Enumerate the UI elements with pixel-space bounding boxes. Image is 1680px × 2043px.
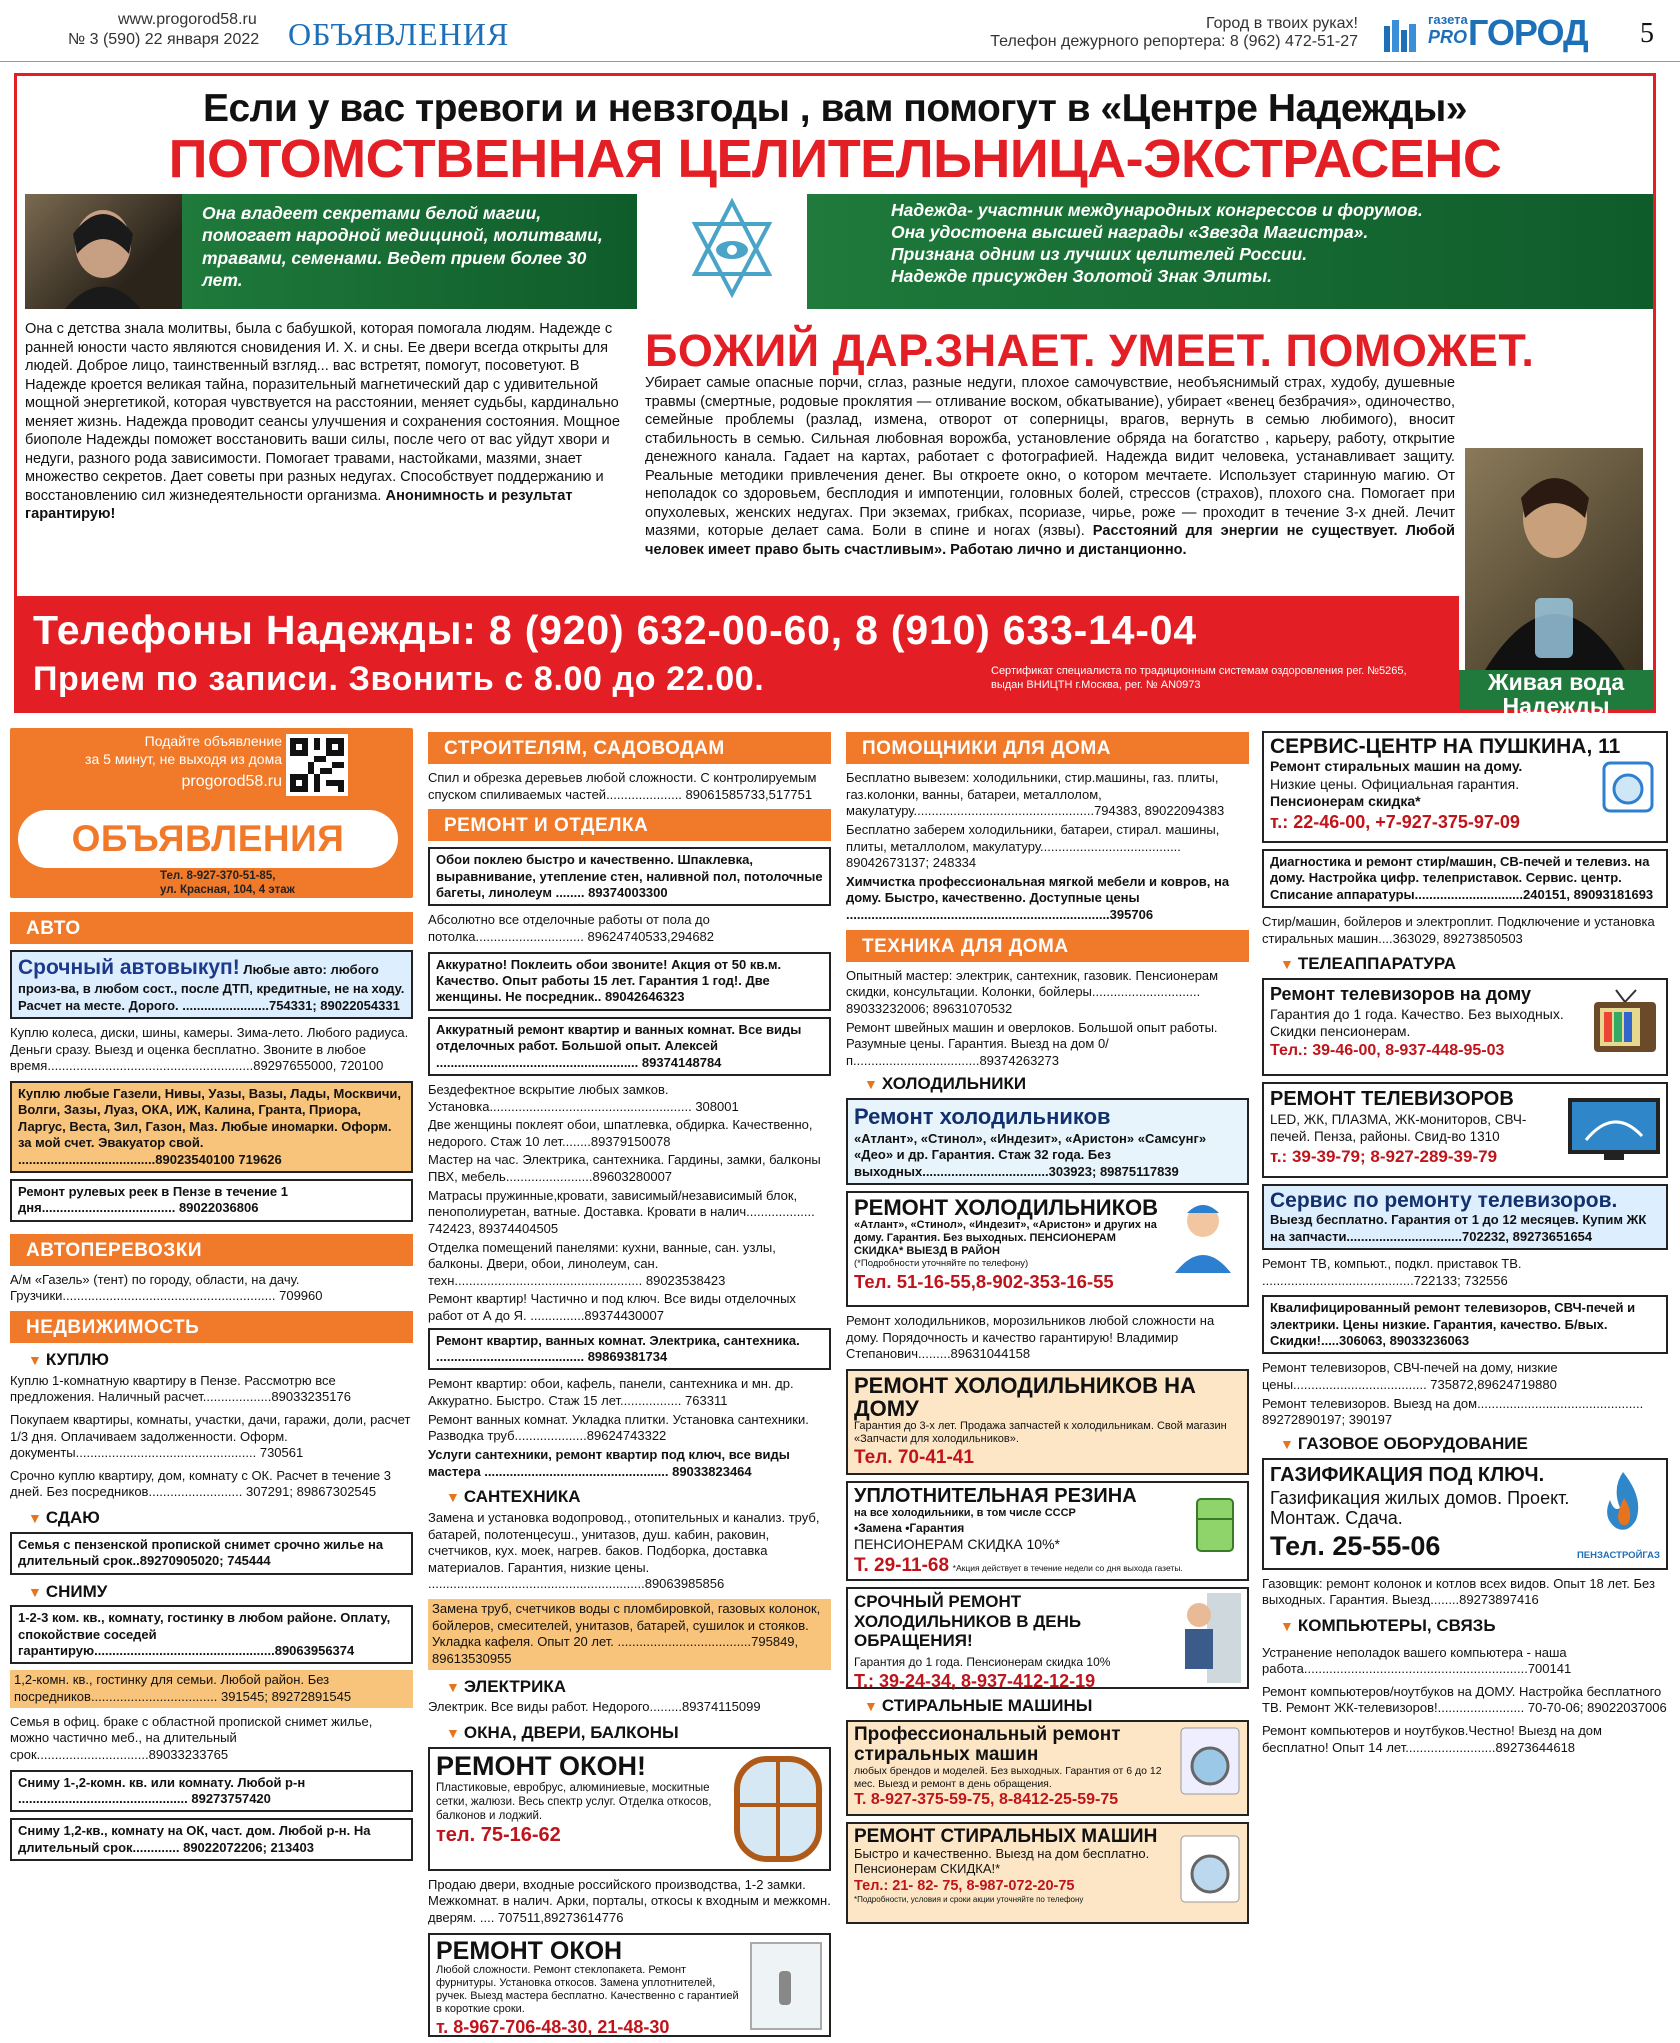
logo-pro: PRO xyxy=(1428,27,1468,47)
cat-remont: РЕМОНТ И ОТДЕЛКА xyxy=(428,809,831,841)
ad-c2: Ремонт компьютеров/ноутбуков на ДОМУ. Настройка бесплатного ТВ. Ремонт ЖК-телевизоров!........................ 70-70-06; 89022037006 xyxy=(1262,1683,1667,1716)
ad-k1: Куплю 1-комнатную квартиру в Пензе. Рассмотрю все предложения. Наличный расчет...................89033235176 xyxy=(10,1372,351,1405)
sub-gazovoe: ▼ ГАЗОВОЕ ОБОРУДОВАНИЕ xyxy=(1280,1433,1528,1453)
ad-kolesa: Куплю колеса, диски, шины, камеры. Зима-лето. Любого радиуса. Деньги сразу. Выезд и оценка бесплатно. Звоните в любое время.........................................................89297655000, 720100 xyxy=(10,1025,409,1074)
page-header xyxy=(0,0,1680,62)
fridge-icon xyxy=(1191,1497,1239,1553)
ad-service-center: СЕРВИС-ЦЕНТР НА ПУШКИНА, 11 Ремонт стиральных машин на дому. Низкие цены. Официальная гарантия. Пенсионерам скидка* т.: 22-46-00, +7-927-375-97-09 xyxy=(1262,731,1668,843)
ad-tv7: Ремонт телевизоров. Выезд на дом.............................................. 89272890197; 390197 xyxy=(1262,1395,1644,1428)
qr-code-icon[interactable] xyxy=(286,734,348,796)
arrow-icon: ▼ xyxy=(446,1489,460,1506)
arrow-icon: ▼ xyxy=(446,1724,460,1741)
ad-r7: Мастер на час. Электрика, сантехника. Гардины, замки, балконы ПВХ, мебель........................89603280007 xyxy=(428,1152,821,1184)
ad-h3: Ремонт холодильников, морозильников любой сложности на дому. Порядочность и качество гарантирую! Владимир Степанович.........89631044158 xyxy=(846,1312,1215,1362)
ad-title: ПОТОМСТВЕННАЯ ЦЕЛИТЕЛЬНИЦА-ЭКСТРАСЕНС xyxy=(168,129,1502,189)
ad-r13: Ремонт ванных комнат. Укладка плитки. Установка сантехники. Разводка труб....................89624743322 xyxy=(428,1411,809,1444)
ad-tv2: РЕМОНТ ТЕЛЕВИЗОРОВ LED, ЖК, ПЛАЗМА, ЖК-мониторов, СВЧ-печей. Пенза, районы. Свид-во 1310 т.: 39-39-79; 8-927-289-39-79 xyxy=(1262,1082,1668,1178)
star-magister-icon xyxy=(657,194,807,309)
ad-tv4: Ремонт ТВ, компьют., подкл. приставок ТВ. ..........................................722133; 732556 xyxy=(1262,1255,1522,1288)
ad-tv1: Ремонт телевизоров на дому Гарантия до 1 года. Качество. Без выходных. Скидки пенсионерам. Тел.: 39-46-00, 8-937-448-95-03 xyxy=(1262,978,1668,1076)
section-title: ОБЪЯВЛЕНИЯ xyxy=(288,16,510,52)
ad-diag: Диагностика и ремонт стир/машин, СВ-печей и телевиз. на дому. Настройка цифр. телеприставок. Сервис. центр. Списание аппаратуры..............................240151, 89093181693 xyxy=(1262,849,1668,908)
cat-autoperevozki: АВТОПЕРЕВОЗКИ xyxy=(10,1234,413,1266)
reporter-phone: Телефон дежурного репортера: 8 (962) 472-51-27 xyxy=(990,33,1358,50)
ad-green-left: Она владеет секретами белой магии, помогает народной медициной, молитвами, травами, семенами. Ведет прием более 30 лет. xyxy=(182,194,637,309)
ad-contact-bar xyxy=(17,596,1459,710)
ad-s1: Семья с пензенской пропиской снимет срочно жилье на длительный срок..89270905020; 745444 xyxy=(10,1532,413,1575)
ad-left-text: Она с детства знала молитвы, была с бабушкой, которая помогала людям. Надежде с ранней юности часто являются сновидения И. Х. и сны. Ее двери всегда открыты для людей. Доброе лицо, таинственный взгляд... вас встретят, помогут, посоветуют. В Надежде кроется великая тайна, поразительный магнетический дар с удивительной мощной энергетикой, которая чувствуется на расстоянии, меняет судьбы, кардинально меняет жизнь. Надежда проводит сеансы улучшения и сохранения состояния. Мощное биополе Надежды поможет восстановить ваши силы, после чего от вас уйдут хвори и недуги, разного рода зависимости. Помогает травами, настойками, мазями, знает множество секретов. Дает советы при разных недугах. Способствует поддержанию и восстановлению сил жизнедеятельности организма. Анонимность и результат гарантирую! xyxy=(25,321,621,523)
arrow-icon: ▼ xyxy=(864,1698,878,1715)
ad-spil: Спил и обрезка деревьев любой сложности. С контролируемым спуском спиливаемых частей..................... 89061585733,517751 xyxy=(428,770,817,802)
ad-headline: Если у вас тревоги и невзгоды , вам помогут в «Центре Надежды» xyxy=(202,87,1468,130)
healer-photo-2 xyxy=(1465,448,1643,670)
ad-n4: Сниму 1-,2-комн. кв. или комнату. Любой р-н ............................................... 89273757420 xyxy=(10,1770,413,1813)
healer-advertisement xyxy=(14,73,1656,720)
city-logo-icon xyxy=(1378,12,1422,56)
ad-slogan: БОЖИЙ ДАР.ЗНАЕТ. УМЕЕТ. ПОМОЖЕТ. xyxy=(645,325,1535,376)
ad-tv5: Квалифицированный ремонт телевизоров, СВЧ-печей и электрики. Цены низкие. Гарантия, качество. Б/вых. Скидки!.....306063, 89033236063 xyxy=(1262,1295,1668,1354)
arrow-icon: ▼ xyxy=(28,1583,42,1600)
ad-p1: Бесплатно вывезем: холодильники, стир.машины, газ. плиты, газ.колонки, ванны, батареи, металлолом, макулатуру..................................................794383, 89022094383 xyxy=(846,770,1225,819)
gaz-logo: ПЕНЗАСТРОЙГАЗ xyxy=(1576,1549,1660,1561)
arrow-icon: ▼ xyxy=(28,1351,42,1368)
sub-santehnika: ▼ САНТЕХНИКА xyxy=(446,1487,581,1507)
window-handle-icon xyxy=(749,1941,823,2031)
ad-n1: 1-2-3 ком. кв., комнату, гостинку в любом районе. Оплату, спокойствие соседей гарантирую..................................................89063956374 xyxy=(10,1605,413,1664)
ad-remont-okon: РЕМОНТ ОКОН! Пластиковые, евробрус, алюминиевые, москитные сетки, жалюзи. Весь спектр услуг. Отделка откосов, балконов и лоджий. тел. 75-16-62 xyxy=(428,1747,831,1871)
ad-green-right: Надежда- участник международных конгрессов и форумов. Она удостоена высшей награды «Звезда Магистра». Признана одним из лучших целителей России. Надежде присужден Золотой Знак Элиты. xyxy=(807,194,1653,309)
ad-k2: Покупаем квартиры, комнаты, участки, дачи, гаражи, доли, расчет 1/3 дня. Оплачиваем задолженности. Оформ. документы.................................................. 730561 xyxy=(10,1411,411,1461)
sub-stiralnye: ▼ СТИРАЛЬНЫЕ МАШИНЫ xyxy=(864,1696,1093,1716)
ad-e1: Электрик. Все виды работ. Недорого.........89374115099 xyxy=(428,1699,761,1715)
ad-r12: Ремонт квартир: обои, кафель, панели, сантехника и мн. др. Аккуратно. Быстро. Стаж 15 лет................. 763311 xyxy=(428,1376,794,1408)
washing-machine-icon xyxy=(1179,1726,1241,1796)
sub-okna: ▼ ОКНА, ДВЕРИ, БАЛКОНЫ xyxy=(446,1722,679,1742)
arrow-icon: ▼ xyxy=(1280,1617,1294,1634)
ad-srochny-avtovykup: Срочный автовыкуп! Любые авто: любого произ-ва, в любом сост., после ДТП, кредитные, не на ходу. Расчет на месте. Дорого. ........................754331; 89022054331 xyxy=(10,950,413,1019)
ad-r2: Абсолютно все отделочные работы от пола до потолка.............................. 89624740533,294682 xyxy=(428,912,715,944)
ad-h1: Ремонт холодильников «Атлант», «Стинол», «Индезит», «Аристон» «Самсунг» «Део» и др. Гарантия. Стаж 32 года. Без выходных...................................303923; 89875117839 xyxy=(846,1098,1249,1185)
ad-tv3: Сервис по ремонту телевизоров. Выезд бесплатно. Гарантия от 1 до 12 месяцев. Купим ЖК на запчасти................................702232, 89273651654 xyxy=(1262,1184,1668,1250)
flame-icon xyxy=(1588,1468,1658,1538)
arrow-icon: ▼ xyxy=(28,1510,42,1527)
washing-machine-icon-3 xyxy=(1600,759,1656,815)
ad-r9: Отделка помещений панелями: кухни, ванные, сан. узлы, балконы. Двери, обои, линолеум, сан. техн.................................................... 89023538423 xyxy=(428,1239,776,1288)
site-url[interactable]: www.progorod58.ru xyxy=(118,11,257,28)
healer-photo xyxy=(25,194,182,309)
cat-pomoshniki: ПОМОЩНИКИ ДЛЯ ДОМА xyxy=(846,732,1249,764)
ad-c3: Ремонт компьютеров и ноутбуков.Честно! Выезд на дом бесплатно! Опыт 14 лет.........................89273644618 xyxy=(1262,1723,1602,1755)
arrow-icon: ▼ xyxy=(446,1678,460,1695)
sub-sdayu: ▼ СДАЮ xyxy=(28,1508,100,1528)
ad-st1: Профессиональный ремонт стиральных машин любых брендов и моделей. Без выходных. Гарантия от 6 до 12 мес. Выезд и ремонт в день обращения. Т. 8-927-375-59-75, 8-8412-25-59-75 xyxy=(846,1720,1249,1816)
window-icon xyxy=(733,1755,823,1863)
cat-tehnika: ТЕХНИКА ДЛЯ ДОМА xyxy=(846,930,1249,962)
sub-elektrika: ▼ ЭЛЕКТРИКА xyxy=(446,1676,566,1696)
cat-auto: АВТО xyxy=(10,912,413,944)
ad-sa1: Замена и установка водопровод., отопительных и канализ. труб, батарей, полотенцесуш., унитазов, душ. кабин, раковин, счетчиков, кух. моек, нагрев. баков. Подборка, доставка материалов. Гарантия, низкие цены. ............................................................89063985856 xyxy=(428,1509,820,1592)
page-number: 5 xyxy=(1640,18,1654,49)
ad-r1: Обои поклею быстро и качественно. Шпаклевка, выравнивание, утепление стен, наливной пол, потолочные багеты, линолеум ........ 89374003300 xyxy=(428,847,831,906)
tagline: Город в твоих руках! xyxy=(1205,15,1358,32)
ad-r14: Услуги сантехники, ремонт квартир под ключ, все виды мастера ................................................... 89033823464 xyxy=(428,1446,790,1479)
ad-h2: РЕМОНТ ХОЛОДИЛЬНИКОВ «Атлант», «Стинол», «Индезит», «Аристон» и других на дому. Гарантия. Без выходных. ПЕНСИОНЕРАМ СКИДКА* ВЫЕЗД В РАЙОН (*Подробности уточняйте по телефону) Тел. 51-16-55,8-902-353-16-55 xyxy=(846,1191,1249,1307)
washing-machine-icon-2 xyxy=(1179,1834,1241,1904)
ad-reyki: Ремонт рулевых реек в Пензе в течение 1 дня..................................... 89022036806 xyxy=(10,1179,413,1222)
ad-n3: Семья в офиц. браке с областной пропиской снимет жилье, можно частично меб., на длительный срок...............................89033233765 xyxy=(10,1713,373,1762)
sub-teleapparatura: ▼ ТЕЛЕАППАРАТУРА xyxy=(1280,954,1456,974)
logo-small: газета xyxy=(1428,12,1468,27)
ad-r8: Матрасы пружинные,кровати, зависимый/независимый блок, пенополиуретан, ватные. Доставка. Кровати в налич................... 742423, 89374404505 xyxy=(428,1187,815,1236)
column-1 xyxy=(10,728,413,1867)
ad-certificate: Сертификат специалиста по традиционным системам оздоровления рег. №5265, выдан ВНИЦТН г.Москва, рег. № AN0973 xyxy=(991,665,1407,692)
ad-stirm: Стир/машин, бойлеров и электроплит. Подключение и установка стиральных машин....363029, 89273850503 xyxy=(1262,914,1655,946)
arrow-icon: ▼ xyxy=(1280,956,1294,973)
ad-r3: Аккуратно! Поклеить обои звоните! Акция от 50 кв.м. Качество. Опыт работы 15 лет. Гарантия 1 год!. Две женщины. Не посредник.. 89042646323 xyxy=(428,952,831,1011)
logo-main: ГОРОД xyxy=(1468,12,1588,53)
ad-p3: Химчистка профессиональная мягкой мебели и ковров, на дому. Быстро, качественно. Доступные цены .........................................................................395706 xyxy=(846,873,1230,922)
retro-tv-icon xyxy=(1590,988,1660,1058)
issue-date: № 3 (590) 22 января 2022 xyxy=(68,31,260,48)
sub-kuplu: ▼ КУПЛЮ xyxy=(28,1349,109,1369)
ad-schedule: Прием по записи. Звонить с 8.00 до 22.00. xyxy=(33,660,765,698)
column-4 xyxy=(1262,728,1668,1762)
ad-dveri: Продаю двери, входные российского производства, 1-2 замки. Межкомнат. в налич. Арки, порталы, откосы к входным и межкомн. дверям. .... 707511,89273614776 xyxy=(428,1876,831,1925)
ad-kuplu-gazeli: Куплю любые Газели, Нивы, Уазы, Вазы, Лады, Москвичи, Волги, Зазы, Луаз, ОКА, ИЖ, Калина, Гранта, Приора, Ларгус, Веста, Зил, Газон, Маз. Любые иномарки. Оформ. за мой счет. Эвакуатор свой. ......................................89023540100 719626 xyxy=(10,1081,413,1173)
column-2 xyxy=(428,728,831,2043)
ad-r4: Аккуратный ремонт квартир и ванных комнат. Все виды отделочных работ. Большой опыт. Алексей ........................................................ 89374148784 xyxy=(428,1017,831,1076)
ad-h4: РЕМОНТ ХОЛОДИЛЬНИКОВ НА ДОМУ Гарантия до 3-х лет. Продажа запчастей к холодильникам. Свой магазин «Запчасти для холодильников». Тел. 70-41-41 xyxy=(846,1369,1249,1476)
sub-kompyutery: ▼ КОМПЬЮТЕРЫ, СВЯЗЬ xyxy=(1280,1615,1496,1635)
sub-holodilniki: ▼ ХОЛОДИЛЬНИКИ xyxy=(864,1074,1027,1094)
ad-h6: СРОЧНЫЙ РЕМОНТ ХОЛОДИЛЬНИКОВ В ДЕНЬ ОБРАЩЕНИЯ! Гарантия до 1 года. Пенсионерам скидка 10% Т.: 39-24-34, 8-937-412-12-19 xyxy=(846,1587,1249,1689)
ad-k3: Срочно куплю квартиру, дом, комнату с ОК. Расчет в течение 3 дней. Без посредников.......................... 307291; 89867302545 xyxy=(10,1467,391,1500)
ad-right-text: Убирает самые опасные порчи, сглаз, разные недуги, плохое самочувствие, необъяснимый страх, худобу, душевные травмы (смертные, родовые проклятия — отливание воском, обкатывание), убирает «венец безбрачия», одиночество, семейные проблемы (разлад, измена, отворот от соперницы, врагов, вернуть в семью любимого), вносит стабильность в семью. Сильная любовная ворожба, установление обряда на богатство , карьеру, работу, открытие денежного канала. Гадает на картах, работает с фотографией. Надежда видит человека, устанавливает защиту. Реальные методики привлечения денег. Вы откроете окно, о котором мечтаете. Использует старинную магию. От неполадок со здоровьем, бесплодия и импотенции, головных болей, стрессов (страхов), плохого сна. Помогает при опухолевых, женских недугах. При экземах, грибках, псориазе, чирье, роже — проходит в течение 3-х дней. Лечит мазями, которые делает сама. Боли в спине и ногах (язвы). Расстояний для энергии не существует. Любой человек имеет право быть счастливым». Работаю лично и дистанционно. xyxy=(645,375,1455,558)
ad-gazifikaciya: ГАЗИФИКАЦИЯ ПОД КЛЮЧ. Газификация жилых домов. Проект. Монтаж. Сдача. Тел. 25-55-06 ПЕНЗАСТРОЙГАЗ xyxy=(1262,1458,1668,1570)
ad-g2: Газовщик: ремонт колонок и котлов всех видов. Опыт 18 лет. Без выходных. Гарантия. Выезд........89273897416 xyxy=(1262,1575,1655,1608)
ad-n5: Сниму 1,2-кв., комнату на ОК, част. дом. Любой р-н. На длительный срок............. 89022072206; 213403 xyxy=(10,1818,413,1861)
ad-gazel: А/м «Газель» (тент) по городу, области, на дачу. Грузчики........................................................... 709960 xyxy=(10,1271,323,1304)
repairman-icon xyxy=(1163,1197,1243,1273)
promo-title: ОБЪЯВЛЕНИЯ xyxy=(18,810,398,868)
flat-tv-icon xyxy=(1566,1096,1662,1162)
column-3 xyxy=(846,728,1249,1930)
arrow-icon: ▼ xyxy=(1280,1435,1294,1452)
ad-h5: УПЛОТНИТЕЛЬНАЯ РЕЗИНА на все холодильники, в том числе СССР •Замена •Гарантия ПЕНСИОНЕРАМ СКИДКА 10%* Т. 29-11-68 *Акция действует в течение недели со дня выхода газеты. xyxy=(846,1481,1249,1581)
ad-t1: Опытный мастер: электрик, сантехник, газовик. Пенсионерам скидки, консультации. Колонки, бойлеры.............................. 89033232006; 89631070532 xyxy=(846,967,1219,1016)
arrow-icon: ▼ xyxy=(864,1076,878,1093)
promo-site[interactable]: progorod58.ru xyxy=(181,773,282,791)
living-water-label: Живая вода Надежды xyxy=(1459,670,1653,710)
ad-t2: Ремонт швейных машин и оверлоков. Большой опыт работы. Разумные цены. Гарантия. Выезд на дом 0/п...................................89374263273 xyxy=(846,1019,1218,1068)
ad-r10: Ремонт квартир! Частично и под ключ. Все виды отделочных работ от А до Я. ...............89374430007 xyxy=(428,1291,796,1323)
ad-p2: Бесплатно заберем холодильники, батареи, стирал. машины, плиты, металлолом, макулатуру....................................... 89042673137; 248334 xyxy=(846,821,1220,871)
ad-tv6: Ремонт телевизоров, СВЧ-печей на дому, низкие цены..................................... 735872,89624719880 xyxy=(1262,1360,1558,1392)
ad-sa2: Замена труб, счетчиков воды с пломбировкой, газовых колонок, бойлеров, смесителей, унитазов, батарей, сушилок и стояков. Укладка кафеля. Опыт 20 лет. .....................................795849, 89613530955 xyxy=(428,1599,831,1670)
ad-phones[interactable]: Телефоны Надежды: 8 (920) 632-00-60, 8 (910) 633-14-04 xyxy=(33,607,1197,653)
ad-r5: Бездефектное вскрытие любых замков. Установка........................................................ 308001 xyxy=(428,1081,739,1114)
ad-st2: РЕМОНТ СТИРАЛЬНЫХ МАШИН Быстро и качественно. Выезд на дом бесплатно. Пенсионерам СКИДКА!* Тел.: 21- 82- 75, 8-987-072-20-75 *Подробности, условия и сроки акции уточняйте по телефону xyxy=(846,1822,1249,1924)
cat-stroitelyam: СТРОИТЕЛЯМ, САДОВОДАМ xyxy=(428,732,831,764)
ad-n2: 1,2-комн. кв., гостинку для семьи. Любой район. Без посредников................................... 391545; 89272891545 xyxy=(10,1670,413,1707)
promo-box: Подайте объявление за 5 минут, не выходя из дома progorod58.ru ОБЪЯВЛЕНИЯ Тел. 8-927-370-51-85, ул. Красная, 104, 4 этаж xyxy=(10,728,413,898)
cat-nedvizhimost: НЕДВИЖИМОСТЬ xyxy=(10,1311,413,1343)
technician-icon xyxy=(1177,1593,1241,1683)
ad-r11: Ремонт квартир, ванных комнат. Электрика, сантехника. ......................................... 89869381734 xyxy=(428,1328,831,1371)
ad-remont-okon-2: РЕМОНТ ОКОН Любой сложности. Ремонт стеклопакета. Ремонт фурнитуры. Установка откосов. Замена уплотнителей, ручек. Выезд мастера бесплатно. Качественно с гарантией в короткие сроки. т. 8-967-706-48-30, 21-48-30 xyxy=(428,1933,831,2037)
sub-snimu: ▼ СНИМУ xyxy=(28,1581,108,1601)
ad-r6: Две женщины поклеят обои, шпатлевка, обдирка. Качественно, недорого. Стаж 10 лет........89379150078 xyxy=(428,1117,813,1149)
ad-c1: Устранение неполадок вашего компьютера - наша работа..............................................................700141 xyxy=(1262,1644,1572,1677)
